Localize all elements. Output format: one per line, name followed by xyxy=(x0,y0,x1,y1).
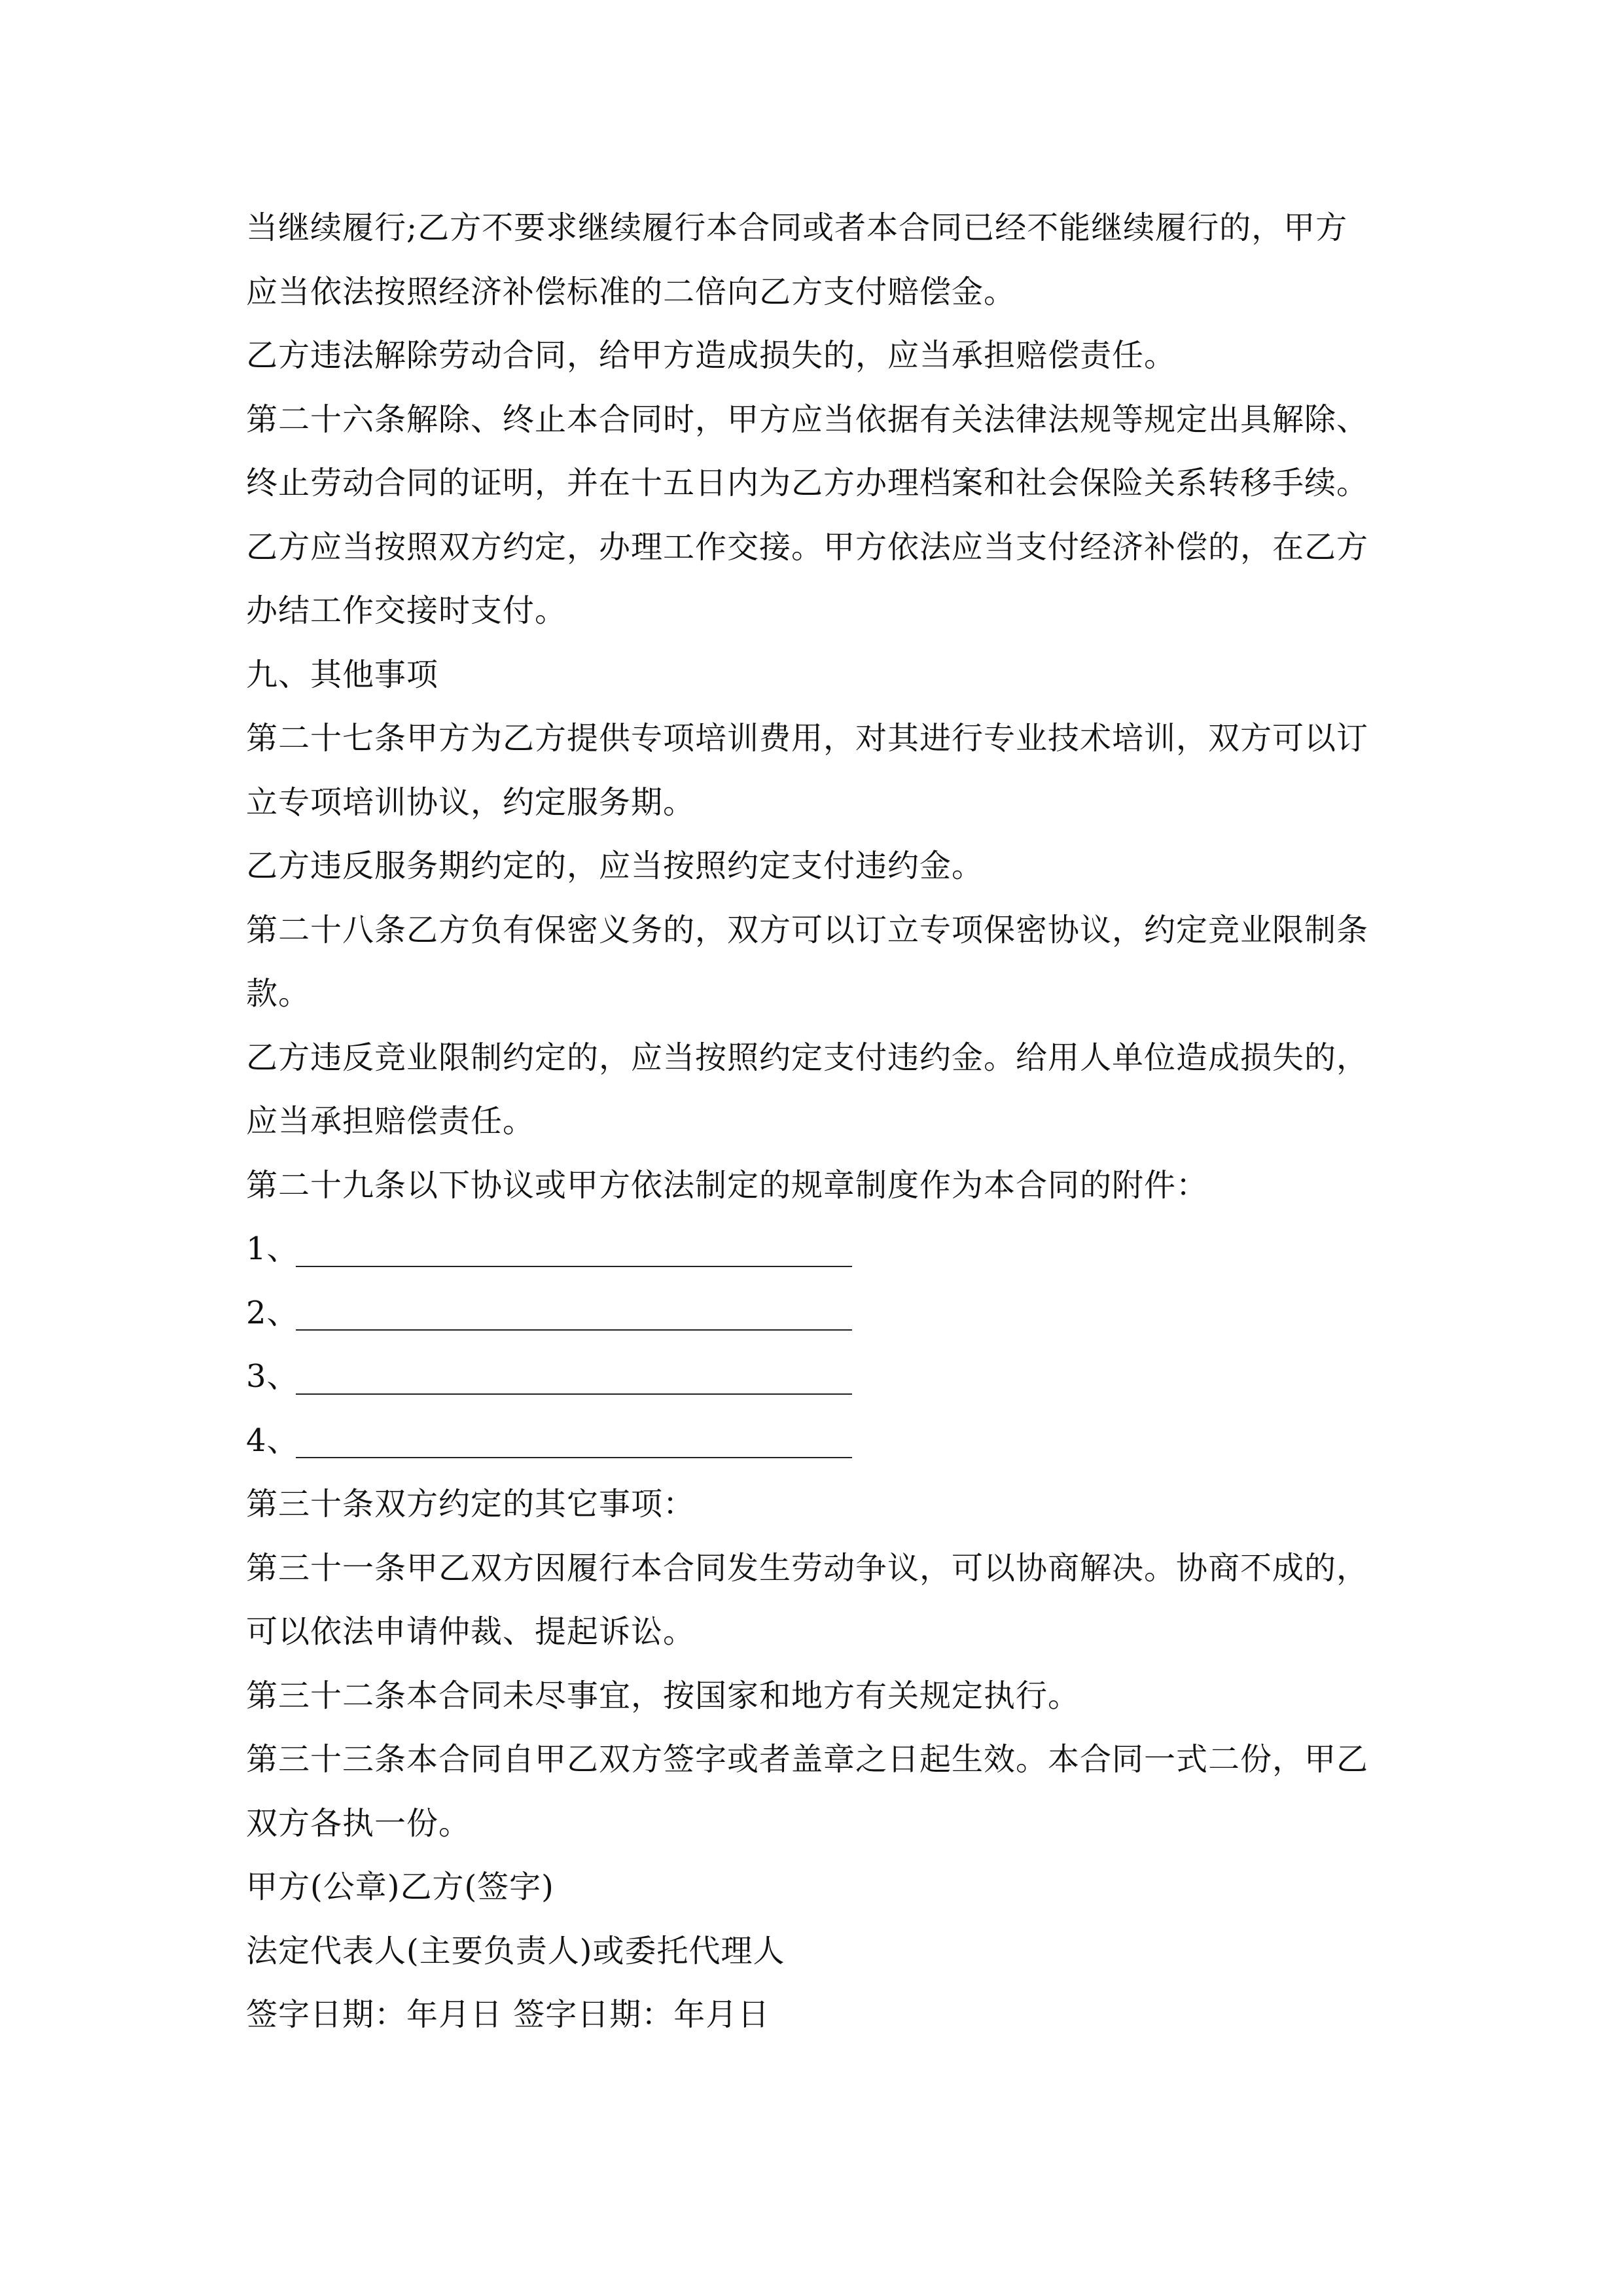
attachment-blank-3 xyxy=(246,1345,1411,1409)
text-line: 办结工作交接时支付。 xyxy=(246,592,567,629)
attachment-blank-1 xyxy=(246,1217,1411,1282)
article-26: 第二十六条解除、终止本合同时，甲方应当依据有关法律法规等规定出具解除、 xyxy=(246,401,1369,438)
article-30: 第三十条双方约定的其它事项： xyxy=(246,1486,696,1522)
article-29: 第二十九条以下协议或甲方依法制定的规章制度作为本合同的附件： xyxy=(246,1166,1209,1204)
text-line: 双方各执一份。 xyxy=(246,1804,471,1842)
attachment-number: 1、 xyxy=(246,1230,299,1267)
text-line: 可以依法申请仲裁、提起诉讼。 xyxy=(246,1613,696,1650)
attachment-blank-2 xyxy=(246,1282,1411,1346)
article-33: 第三十三条本合同自甲乙双方签字或者盖章之日起生效。本合同一式二份，甲乙 xyxy=(246,1741,1369,1778)
attachment-number: 2、 xyxy=(246,1294,299,1331)
fill-in-line xyxy=(296,1266,852,1267)
signature-parties: 甲方(公章)乙方(签字) xyxy=(246,1869,554,1905)
signature-dates: 签字日期：年月日 签字日期：年月日 xyxy=(246,1996,770,2033)
text-line: 乙方违反竞业限制约定的，应当按照约定支付违约金。给用人单位造成损失的， xyxy=(246,1039,1369,1076)
text-line: 乙方违反服务期约定的，应当按照约定支付违约金。 xyxy=(246,848,984,884)
text-line: 立专项培训协议，约定服务期。 xyxy=(246,783,696,821)
fill-in-line xyxy=(296,1393,852,1395)
article-27: 第二十七条甲方为乙方提供专项培训费用，对其进行专业技术培训，双方可以订 xyxy=(246,720,1369,757)
contract-body xyxy=(246,196,1411,2047)
fill-in-line xyxy=(296,1457,852,1458)
fill-in-line xyxy=(296,1329,852,1331)
legal-representative: 法定代表人(主要负责人)或委托代理人 xyxy=(246,1932,785,1969)
text-line: 应当依法按照经济补偿标准的二倍向乙方支付赔偿金。 xyxy=(246,273,1016,310)
section-heading: 九、其他事项 xyxy=(246,656,439,693)
text-line: 当继续履行;乙方不要求继续履行本合同或者本合同已经不能继续履行的，甲方 xyxy=(246,209,1348,246)
article-28: 第二十八条乙方负有保密义务的，双方可以订立专项保密协议，约定竞业限制条 xyxy=(246,911,1369,948)
attachment-blank-4 xyxy=(246,1409,1411,1473)
article-31: 第三十一条甲乙双方因履行本合同发生劳动争议，可以协商解决。协商不成的， xyxy=(246,1549,1369,1587)
attachment-number: 4、 xyxy=(246,1422,299,1459)
text-line: 款。 xyxy=(246,975,311,1012)
article-32: 第三十二条本合同未尽事宜，按国家和地方有关规定执行。 xyxy=(246,1677,1080,1714)
text-line: 终止劳动合同的证明，并在十五日内为乙方办理档案和社会保险关系转移手续。 xyxy=(246,465,1369,501)
text-line: 乙方违法解除劳动合同，给甲方造成损失的，应当承担赔偿责任。 xyxy=(246,337,1177,374)
attachment-number: 3、 xyxy=(246,1358,299,1395)
text-line: 乙方应当按照双方约定，办理工作交接。甲方依法应当支付经济补偿的，在乙方 xyxy=(246,528,1369,565)
text-line: 应当承担赔偿责任。 xyxy=(246,1103,535,1139)
